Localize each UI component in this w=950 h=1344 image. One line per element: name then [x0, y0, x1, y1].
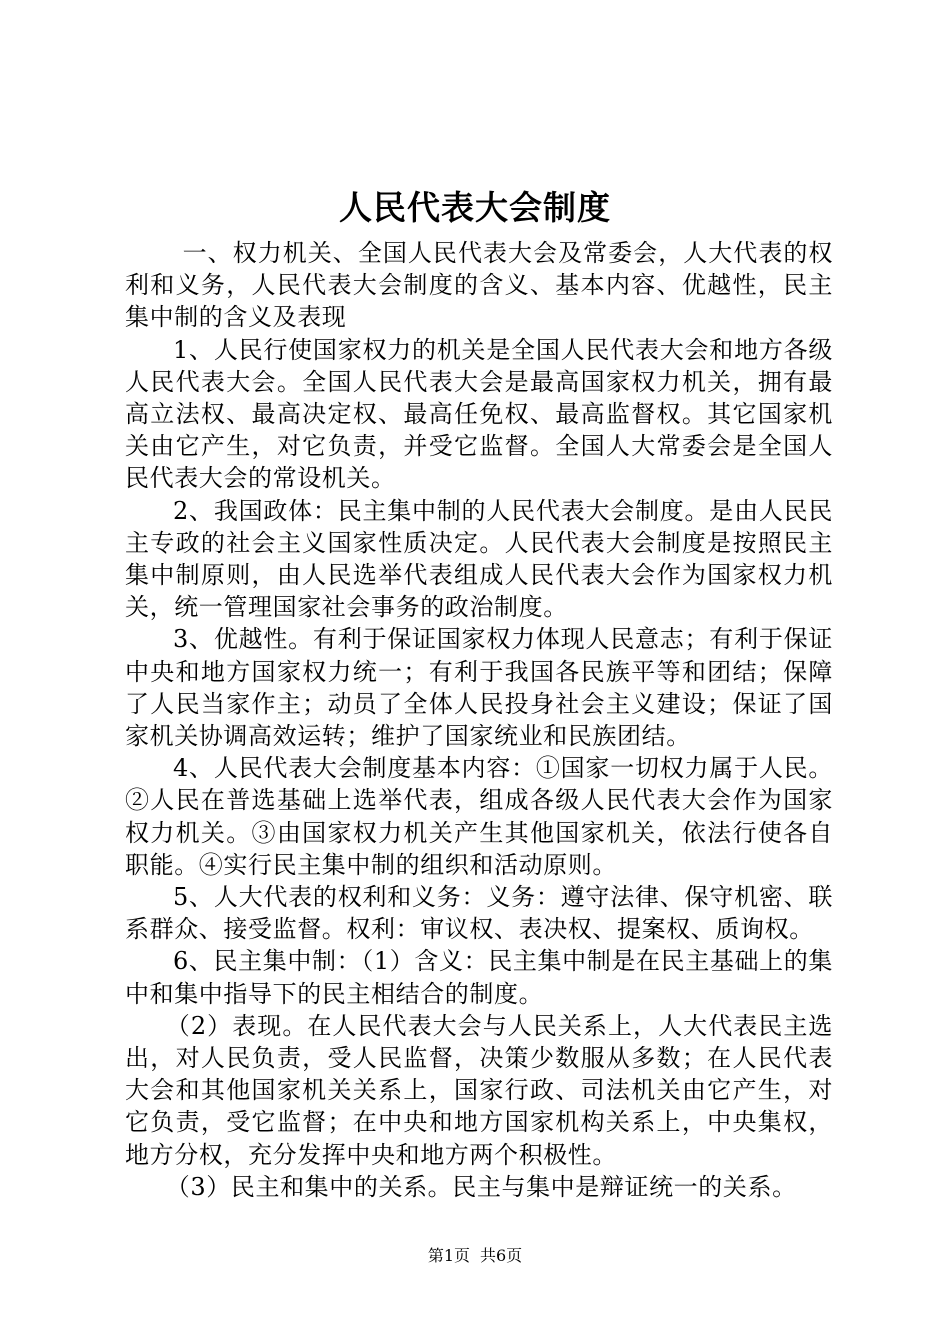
paragraph-deputy-rights-duties: 5、人大代表的权利和义务：义务：遵守法律、保守机密、联系群众、接受监督。权利：审议权、表决权、提案权、质询权。 [125, 883, 833, 944]
page-number: 第1页 [427, 1246, 470, 1265]
page-total: 共6页 [480, 1246, 523, 1265]
page-footer [0, 1246, 950, 1266]
paragraph-polity: 2、我国政体：民主集中制的人民代表大会制度。是由人民民主专政的社会主义国家性质决定。人民代表大会制度是按照民主集中制原则，由人民选举代表组成人民代表大会作为国家权力机关，统一管理国家社会事务的政治制度。 [125, 496, 833, 622]
paragraph-superiority: 3、优越性。有利于保证国家权力体现人民意志；有利于保证中央和地方国家权力统一；有利于我国各民族平等和团结；保障了人民当家作主；动员了全体人民投身社会主义建设；保证了国家机关协调高效运转；维护了国家统业和民族团结。 [125, 625, 833, 751]
paragraph-power-organ: 1、人民行使国家权力的机关是全国人民代表大会和地方各级人民代表大会。全国人民代表大会是最高国家权力机关，拥有最高立法权、最高决定权、最高任免权、最高监督权。其它国家机关由它产生，对它负责，并受它监督。全国人大常委会是全国人民代表大会的常设机关。 [125, 335, 833, 493]
paragraph-democratic-centralism: 6、民主集中制：（1）含义：民主集中制是在民主基础上的集中和集中指导下的民主相结合的制度。 [125, 947, 833, 1008]
paragraph-relationship: （3）民主和集中的关系。民主与集中是辩证统一的关系。 [165, 1172, 797, 1201]
paragraph-basic-content: 4、人民代表大会制度基本内容：①国家一切权力属于人民。②人民在普选基础上选举代表，组成各级人民代表大会作为国家权力机关。③由国家权力机关产生其他国家机关，依法行使各自职能。④实行民主集中制的组织和活动原则。 [125, 754, 833, 879]
paragraph-manifestation: （2）表现。在人民代表大会与人民关系上，人大代表民主选出，对人民负责，受人民监督，决策少数服从多数；在人民代表大会和其他国家机关关系上，国家行政、司法机关由它产生，对它负责，受它监督；在中央和地方国家机构关系上，中央集权，地方分权，充分发挥中央和地方两个积极性。 [125, 1011, 833, 1169]
document-title: 人民代表大会制度 [339, 188, 611, 227]
document-body [125, 237, 833, 1203]
paragraph-section-heading: 一、权力机关、全国人民代表大会及常委会，人大代表的权利和义务，人民代表大会制度的含义、基本内容、优越性，民主集中制的含义及表现 [125, 239, 833, 332]
